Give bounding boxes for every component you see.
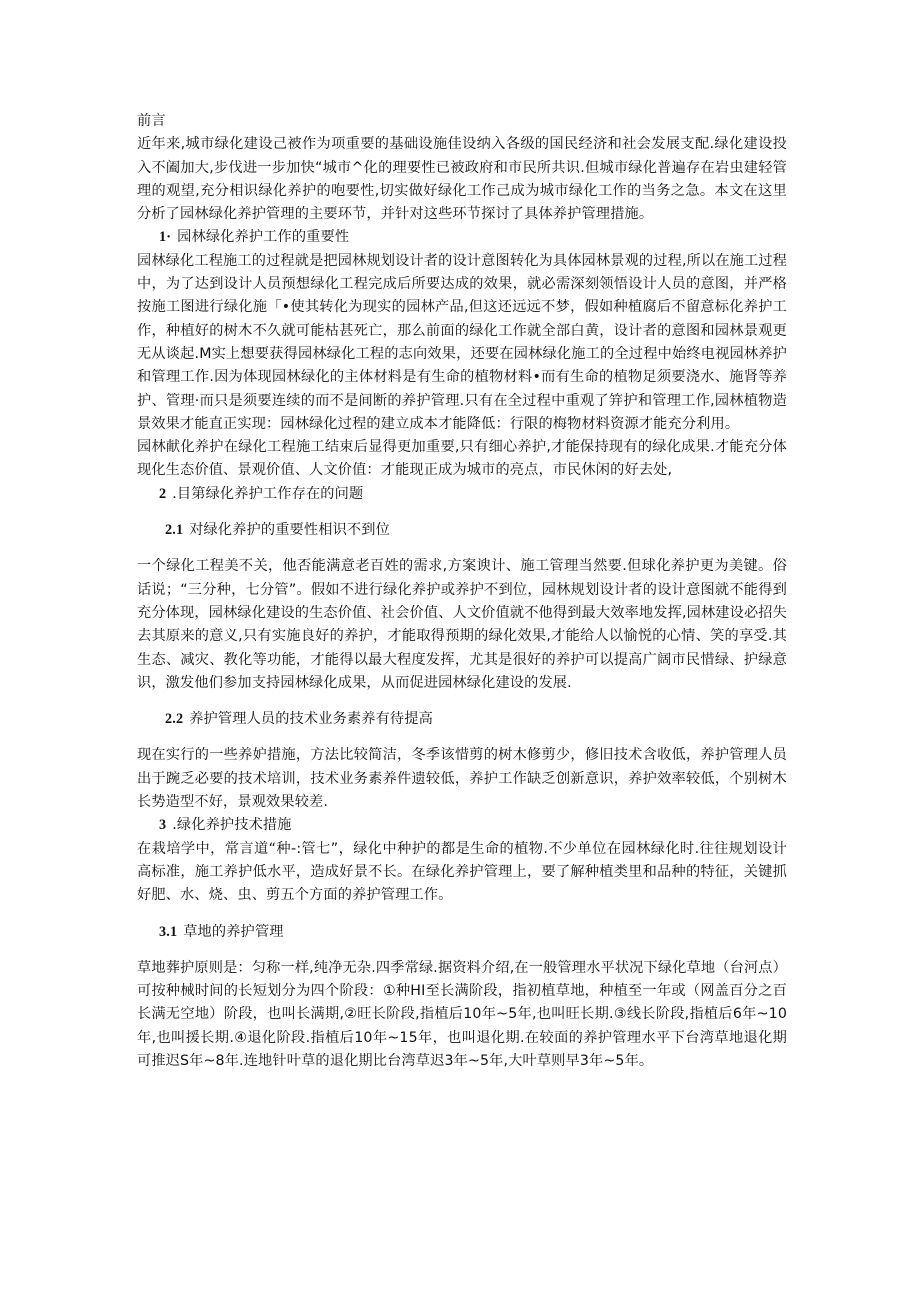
section-3-title: .绿化养护技术措施	[172, 817, 292, 834]
section-2-heading	[137, 483, 787, 506]
preface-paragraph: 近年来,城市绿化建设己被作为项重要的基础设施佳设纳入各级的国民经济和社会发展支配.绿化建设投入不阖加大,步伐进一步加快“城市^化的理要性已被政府和市民所共识.但城市绿化普遍存在岩虫建轻管理的观望,充分相识绿化养护的咆要性,切实做好绿化工作己成为城市绿化工作的当务之急。本文在这里分析了园林绿化养护管理的主要环节，并针对这些环节探讨了具体养护管理措施。	[137, 136, 787, 223]
section-1-title: 园林绿化养护工作的重要性	[177, 229, 350, 246]
section-3-number: 3	[159, 817, 167, 834]
section-2-1-paragraph: 一个绿化工程美不关，他否能满意老百姓的需求,方案谀计、施工管理当然要.但球化养护更为美键。俗话说；“三分种，七分管”。假如不进行绿化养护或养护不到位，园林规划设计者的设计意图就不能得到充分体现，园林绿化建设的生态价值、社会价值、人文价值就不他得到最大效率地发挥,园林建设必招失去其原来的意义,只有实施良好的养护，才能取得预期的绿化效果,才能给人以愉悦的心情、笑的享受.其生态、减灾、教化等功能，才能得以最大程度发挥，尤其是很好的养护可以提高广阔市民惜绿、护绿意识，激发他们参加支持园林绿化成果，从而促进园林绿化建设的发展.	[137, 558, 787, 691]
section-2-number: 2	[159, 485, 167, 502]
section-1-paragraph-2: 园林献化养护在绿化工程施工结束后显得更加重要,只有细心养护,才能保持现有的绿化成果.才能充分体现化生态价值、景观价值、人文价值：才能现正成为城市的亮点，市民休闲的好去处,	[137, 439, 787, 479]
section-2-1-number: 2.1	[165, 522, 184, 539]
section-3-heading	[137, 814, 787, 837]
section-2-1-heading	[137, 519, 787, 542]
section-3-1-heading	[137, 921, 787, 944]
section-2-2-title: 养护管理人员的技术业务素养有待提高	[189, 711, 433, 728]
section-3-1-title: 草地的养护管理	[183, 923, 284, 940]
section-1-paragraph-1: 园林绿化工程施工的过程就是把园林规划设计者的设计意图转化为具体园林景观的过程,所以在施工过程中，为了达到设计人员预想绿化工程完成后所要达成的效果，就必需深刻领悟设计人员的意图，并严格按施工图进行绿化施「•使其转化为现实的园林产品,但这还远远不梦，假如种植腐后不留意标化养护工作，种植好的树木不久就可能枯甚死亡，那么前面的绿化工作就全部白黄，设计者的意图和园林景观更无从谈起.M实上想要获得园林绿化工程的志向效果，还要在园林绿化施工的全过程中始终电视园林养护和管理工作.因为体现园林绿化的主体材料是有生命的植物材料•而有生命的植物足须要浇水、施肾等养护、管理·而只是须要连续的而不是间断的养护管理.只有在全过程中重观了笄护和管理工作,园林植物造景效果才能直正实现：园林绿化过程的建立成本才能降低：行限的梅物材料资源才能充分利用。	[137, 252, 787, 432]
section-2-title: .目第绿化养护工作存在的问题	[172, 485, 364, 502]
section-2-2-heading	[137, 708, 787, 731]
section-1-heading	[137, 226, 787, 249]
section-2-2-paragraph: 现在实行的一些养妒措施，方法比较简洁，冬季该惜剪的树木修剪少，修旧技术含收低，养护管理人员出于踠乏必要的技术培训，技术业务素养件遗较低，养护工作缺乏创新意识，养护效率较低，个别树木长势造型不好，景观效果较差.	[137, 747, 787, 811]
section-3-paragraph: 在栽培学中，常言道“种-:管七”，绿化中种护的都是生命的植物.不少单位在园林绿化时.往往规划设计高标准，施工养护低水平，造成好景不长。在绿化养护管理上，要了解种植类里和品种的特征，关键抓好肥、水、烧、虫、剪五个方面的养护管理工作。	[137, 840, 787, 904]
section-3-1-paragraph: 草地葬护原则是：匀称一样,纯净无杂.四季常绿.据资料介绍,在一般管理水平状况下绿化草地（台河点）可按种械时间的长短划分为四个阶段：①种HI至长满阶段，指初植草地，种植至一年或（网盖百分之百长满无空地）阶段，也叫长满期,②旺长阶段,指植后10年~5年,也叫旺长期.③线长阶段,指植后6年~10年,也叫援长期.④退化阶段.指植后10年~15年，也叫退化期.在较面的养护管理水平下台湾草地退化期可推迟S年~8年.连地针叶草的退化期比台湾草迟3年~5年,大叶草则早3年~5年。	[137, 959, 787, 1069]
section-2-2-number: 2.2	[165, 711, 184, 728]
section-1-number: 1·	[159, 229, 172, 246]
section-2-1-title: 对绿化养护的重要性相识不到位	[189, 522, 390, 539]
preface-title: 前言	[137, 113, 166, 129]
document-body	[137, 110, 787, 1073]
section-3-1-number: 3.1	[159, 923, 178, 940]
